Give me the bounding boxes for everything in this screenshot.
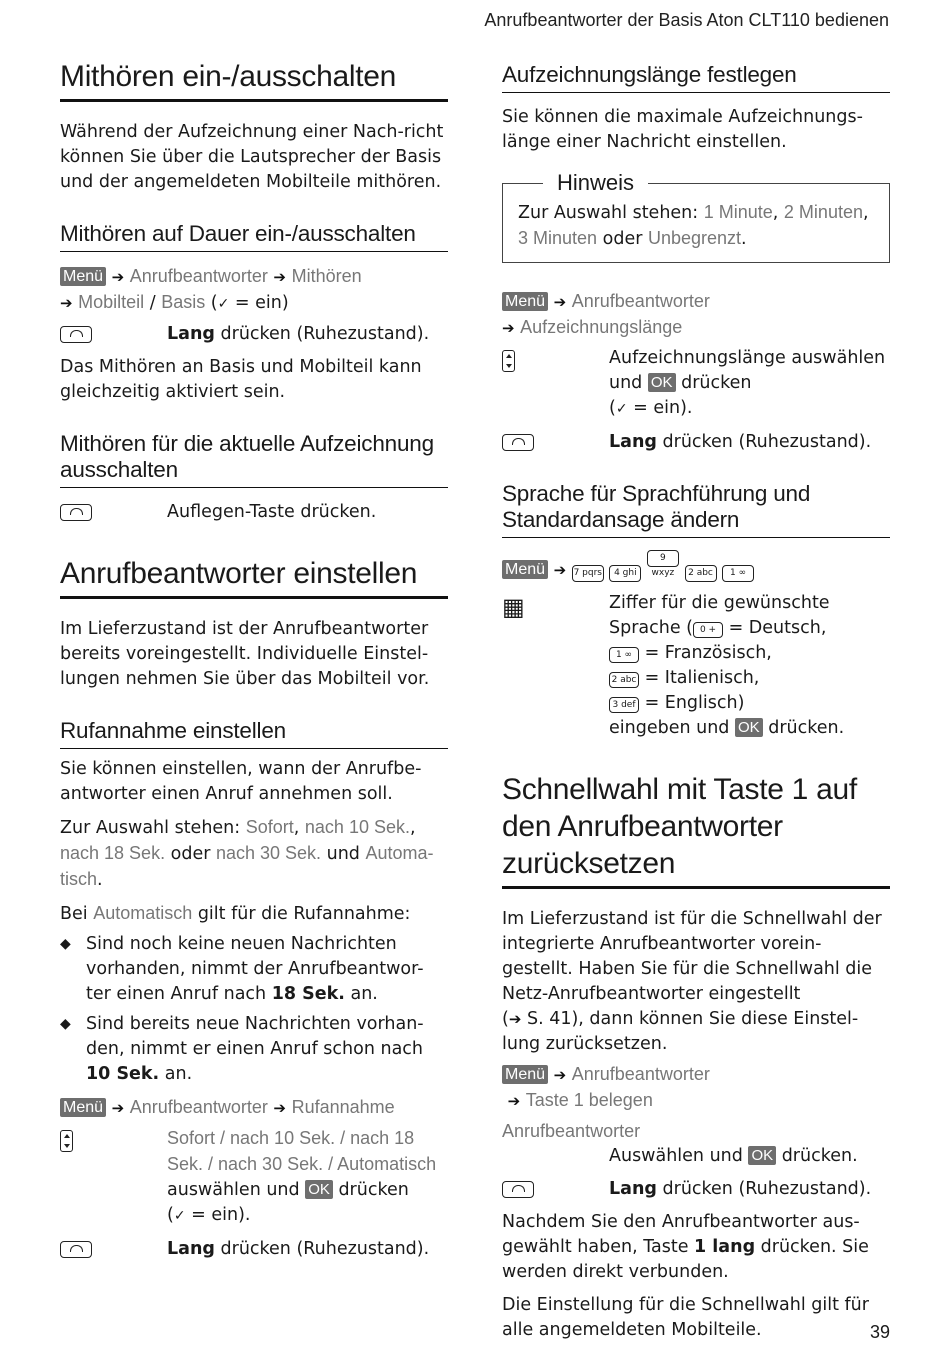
text: gilt für die Rufannahme: <box>192 904 411 924</box>
menu-item: Basis <box>161 292 206 312</box>
text: . <box>97 870 103 890</box>
bold: 18 Sek. <box>271 984 345 1004</box>
check-icon: ✓ <box>173 1208 186 1224</box>
key-step <box>502 1144 890 1169</box>
option: 2 Minuten <box>783 202 863 222</box>
menu-key: Menü <box>60 1098 106 1117</box>
menu-item: Rufannahme <box>291 1097 395 1117</box>
rufannahme-p1: Sie können einstellen, wann der Anrufbe-antworter einen Anruf annehmen soll. <box>60 759 422 804</box>
mithoeren-note: Das Mithören an Basis und Mobilteil kann gleichzeitig aktiviert sein. <box>60 357 422 402</box>
key-4-icon: 4 ghi <box>609 565 641 582</box>
text: = Englisch) <box>639 693 745 713</box>
subsection-title-sprache: Sprache für Sprachführung und Standardansage ändern <box>502 481 890 538</box>
step-text: drücken (Ruhezustand). <box>214 324 430 344</box>
einstellen-intro: Im Lieferzustand ist der Anrufbeantworter bereits voreingestellt. Individuelle Einstel-lungen nehmen Sie über das Mobilteil vor. <box>60 619 430 689</box>
menu-item: Anrufbeantworter <box>129 266 268 286</box>
key-1-icon: 1 ∞ <box>722 565 754 582</box>
end-call-key-icon <box>60 326 92 343</box>
text: Aufzeichnungslänge auswählen und <box>609 348 886 393</box>
bold-lang: Lang <box>609 1179 657 1199</box>
text: Nachdem Sie den Anrufbeantworter aus-gewählt haben, Taste <box>502 1212 860 1257</box>
key-2-icon: 2 abc <box>609 672 639 688</box>
text: Sind noch keine neuen Nachrichten vorhanden, nimmt der Anrufbeantwor-ter einen Anruf nach <box>86 934 424 1004</box>
text: , <box>409 818 416 838</box>
text: oder <box>597 229 648 249</box>
arrow-icon: ➔ <box>508 1010 522 1028</box>
step-text: drücken (Ruhezustand). <box>656 432 872 452</box>
schnellwahl-p3: Die Einstellung für die Schnellwahl gilt für alle angemeldeten Mobilteile. <box>502 1295 869 1340</box>
schnellwahl-p2 <box>502 1210 890 1285</box>
ok-key: OK <box>748 1146 776 1165</box>
key-step <box>60 1237 448 1262</box>
key-3-icon: 3 def <box>609 697 639 713</box>
section-title-einstellen: Anrufbeantworter einstellen <box>60 555 448 599</box>
text: = ein). <box>627 398 693 418</box>
left-column <box>60 58 448 1262</box>
end-call-key-icon <box>502 434 534 451</box>
keypad-icon: ▦ <box>502 593 525 621</box>
key-step <box>502 591 890 741</box>
arrow-icon: ➔ <box>60 294 73 312</box>
arrow-icon: ➔ <box>273 1099 286 1117</box>
text: ( <box>167 1205 174 1225</box>
text: drücken <box>332 1180 409 1200</box>
subsection-title-aufzeichnungslaenge: Aufzeichnungslänge festlegen <box>502 62 890 93</box>
arrow-icon: ➔ <box>273 268 286 286</box>
rufannahme-options <box>60 815 448 893</box>
text: drücken. <box>762 718 845 738</box>
option-list: Sofort / nach 10 Sek. / nach 18 Sek. / nach 30 Sek. / Automatisch <box>167 1128 437 1174</box>
menu-key: Menü <box>502 1065 548 1084</box>
check-icon: ✓ <box>615 401 628 417</box>
section-title-schnellwahl: Schnellwahl mit Taste 1 auf den Anrufbeantworter zurücksetzen <box>502 771 890 889</box>
menu-key: Menü <box>60 267 106 286</box>
arrow-icon: ➔ <box>507 1092 521 1110</box>
bold: 10 Sek. <box>86 1064 160 1084</box>
text: Auswählen und <box>609 1146 749 1166</box>
mithoeren-intro: Während der Aufzeichnung einer Nach-richt können Sie über die Lautsprecher der Basis und der angemeldeten Mobilteile mithören. <box>60 122 444 192</box>
option: Sofort <box>245 817 294 837</box>
subsection-title-dauer: Mithören auf Dauer ein-/ausschalten <box>60 221 448 252</box>
list-item <box>60 1012 448 1087</box>
option: 1 Minute <box>703 202 773 222</box>
diamond-bullet-icon: ◆ <box>60 1016 71 1032</box>
option: nach 30 Sek. <box>215 843 322 863</box>
option: Unbegrenzt <box>647 228 742 248</box>
text: = Französisch, <box>639 643 772 663</box>
text: drücken. <box>776 1146 858 1166</box>
text: = ein). <box>185 1205 251 1225</box>
text: S. 41), dann können Sie diese Einstel-lung zurücksetzen. <box>502 1009 859 1054</box>
navigation-key-icon <box>502 350 515 372</box>
text: an. <box>159 1064 193 1084</box>
ok-key: OK <box>735 718 763 737</box>
key-2-icon: 2 abc <box>685 565 717 582</box>
hint-title: Hinweis <box>543 170 648 196</box>
key-step <box>60 322 448 347</box>
menu-key: Menü <box>502 560 548 579</box>
text: oder <box>165 844 216 864</box>
bold-lang: Lang <box>609 432 657 452</box>
hint-box: Hinweis Zur Auswahl stehen: 1 Minute, 2 Minuten, 3 Minuten oder Unbegrenzt. <box>502 183 890 263</box>
text: = Italienisch, <box>639 668 760 688</box>
key-0-icon: 0 + <box>693 622 723 638</box>
subsection-title-aktuelle: Mithören für die aktuelle Aufzeichnung ausschalten <box>60 431 448 488</box>
menu-path-mithoeren: Menü ➔ Anrufbeantworter ➔ Mithören ➔ Mobilteil / Basis (✓ = ein) <box>60 266 362 313</box>
text: = Deutsch, <box>723 618 827 638</box>
text: drücken <box>675 373 752 393</box>
step-text: Auflegen-Taste drücken. <box>167 502 377 522</box>
text: an. <box>344 984 378 1004</box>
running-header: Anrufbeantworter der Basis Aton CLT110 bedienen <box>484 10 889 30</box>
key-step <box>502 1177 890 1202</box>
list-item <box>60 932 448 1007</box>
section-title-mithoeren: Mithören ein-/ausschalten <box>60 58 448 102</box>
key-step <box>60 1126 448 1229</box>
arrow-icon: ➔ <box>502 319 515 337</box>
key-7-icon: 7 pqrs <box>572 565 604 582</box>
text: drücken. Sie werden direkt verbunden. <box>502 1237 869 1282</box>
menu-item: Anrufbeantworter <box>571 291 710 311</box>
menu-item: Mobilteil <box>78 292 145 312</box>
rufannahme-p3 <box>60 901 448 927</box>
schnellwahl-intro: Im Lieferzustand ist für die Schnellwahl der integrierte Anrufbeantworter vorein-gestellt. Haben Sie für die Schnellwahl die Netz-Anrufbeantworter eingestellt (➔ S. 41), dann können Sie diese Einstel-lung zurücksetzen. <box>502 909 882 1054</box>
menu-item: Mithören <box>291 266 362 286</box>
text: , <box>293 818 305 838</box>
key-9-icon: 9 wxyz <box>647 550 679 567</box>
step-text: drücken (Ruhezustand). <box>214 1239 430 1259</box>
page-number: 39 <box>869 1322 890 1342</box>
menu-path-aufzeichnung <box>502 289 890 341</box>
option: Automatisch <box>93 903 193 923</box>
end-call-key-icon <box>502 1181 534 1198</box>
text: auswählen und <box>167 1180 306 1200</box>
paren: = ein) <box>229 293 289 313</box>
arrow-icon: ➔ <box>553 1066 567 1084</box>
arrow-icon: ➔ <box>553 561 567 579</box>
text: Im Lieferzustand ist für die Schnellwahl der integrierte Anrufbeantworter vorein-gestellt. Haben Sie für die Schnellwahl die Netz-Anrufbeantworter eingestellt <box>502 909 882 1004</box>
menu-item: Anrufbeantworter <box>571 1064 710 1084</box>
check-icon: ✓ <box>217 296 230 312</box>
key-1-icon: 1 ∞ <box>609 647 639 663</box>
menu-item: Anrufbeantworter <box>129 1097 268 1117</box>
option: Automa-tisch <box>60 843 434 889</box>
text: Sind bereits neue Nachrichten vorhan-den, nimmt er einen Anruf schon nach <box>86 1014 424 1059</box>
key-step <box>502 346 890 422</box>
arrow-icon: ➔ <box>111 268 125 286</box>
menu-path-sprache <box>502 550 890 583</box>
text: Zur Auswahl stehen: <box>518 203 704 223</box>
menu-key: Menü <box>502 292 548 311</box>
bold: 1 lang <box>694 1237 756 1257</box>
arrow-icon: ➔ <box>553 293 567 311</box>
ok-key: OK <box>305 1180 333 1199</box>
menu-path-schnellwahl <box>502 1062 890 1114</box>
text: Zur Auswahl stehen: <box>60 818 246 838</box>
bold-lang: Lang <box>167 1239 215 1259</box>
right-column <box>502 58 890 1343</box>
text: Ziffer für die gewünschte Sprache ( <box>609 593 830 638</box>
menu-item: Anrufbeantworter <box>502 1121 641 1141</box>
paren: ( <box>205 293 218 313</box>
text: ( <box>609 398 616 418</box>
key-step <box>502 430 890 455</box>
subsection-title-rufannahme: Rufannahme einstellen <box>60 718 448 749</box>
aufzeichnungslaenge-intro: Sie können die maximale Aufzeichnungs-länge einer Nachricht einstellen. <box>502 107 863 152</box>
key-step <box>60 500 448 525</box>
arrow-icon: ➔ <box>111 1099 125 1117</box>
text: und <box>321 844 366 864</box>
ok-key: OK <box>648 373 676 392</box>
text: Bei <box>60 904 94 924</box>
option: nach 18 Sek. <box>60 843 166 863</box>
end-call-key-icon <box>60 504 92 521</box>
option: 3 Minuten <box>518 228 598 248</box>
menu-item: Taste 1 belegen <box>525 1090 653 1110</box>
option: nach 10 Sek. <box>304 817 410 837</box>
end-call-key-icon <box>60 1241 92 1258</box>
menu-path-rufannahme <box>60 1095 448 1121</box>
step-text: drücken (Ruhezustand). <box>656 1179 872 1199</box>
text: eingeben und <box>609 718 735 738</box>
diamond-bullet-icon: ◆ <box>60 936 71 952</box>
menu-item: Aufzeichnungslänge <box>520 317 683 337</box>
bold-lang: Lang <box>167 324 215 344</box>
navigation-key-icon <box>60 1130 73 1152</box>
